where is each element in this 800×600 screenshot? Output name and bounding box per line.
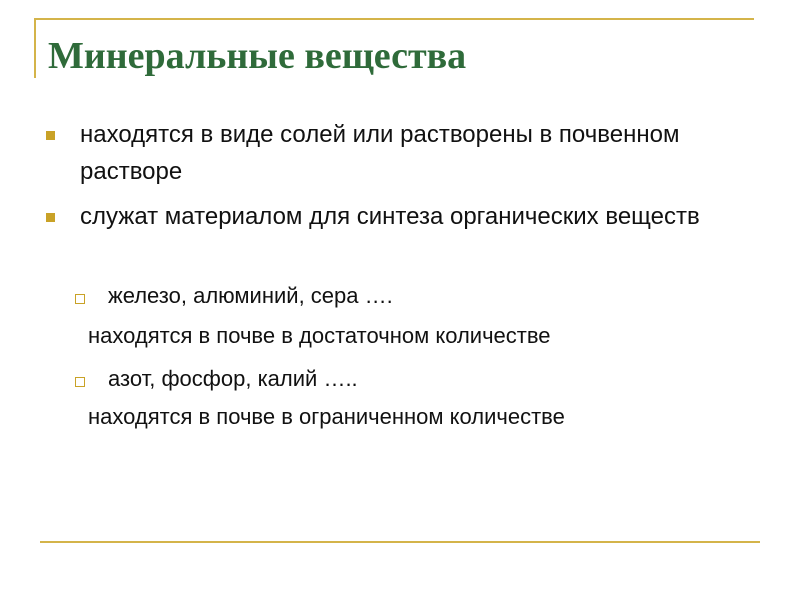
decorative-top-line	[34, 18, 754, 20]
bullet-item-synthesis: служат материалом для синтеза органических веществ	[80, 203, 700, 230]
slide-title: Минеральные вещества	[48, 35, 467, 77]
hollow-square-bullet-icon	[75, 377, 85, 387]
subitem-note-limited: находятся в почве в ограниченном количестве	[88, 404, 565, 429]
hollow-square-bullet-icon	[75, 294, 85, 304]
decorative-vertical-line	[34, 18, 36, 78]
bullet-item-salts: находятся в виде солей или растворены в почвенном растворе	[80, 121, 680, 185]
subitem-note-sufficient: находятся в почве в достаточном количестве	[88, 323, 551, 348]
filled-square-bullet-icon	[46, 213, 55, 222]
filled-square-bullet-icon	[46, 131, 55, 140]
subitem-iron-aluminum-sulfur: железо, алюминий, сера ….	[108, 283, 393, 308]
decorative-bottom-line	[40, 541, 760, 543]
subitem-nitrogen-phosphorus-potassium: азот, фосфор, калий …..	[108, 366, 358, 391]
